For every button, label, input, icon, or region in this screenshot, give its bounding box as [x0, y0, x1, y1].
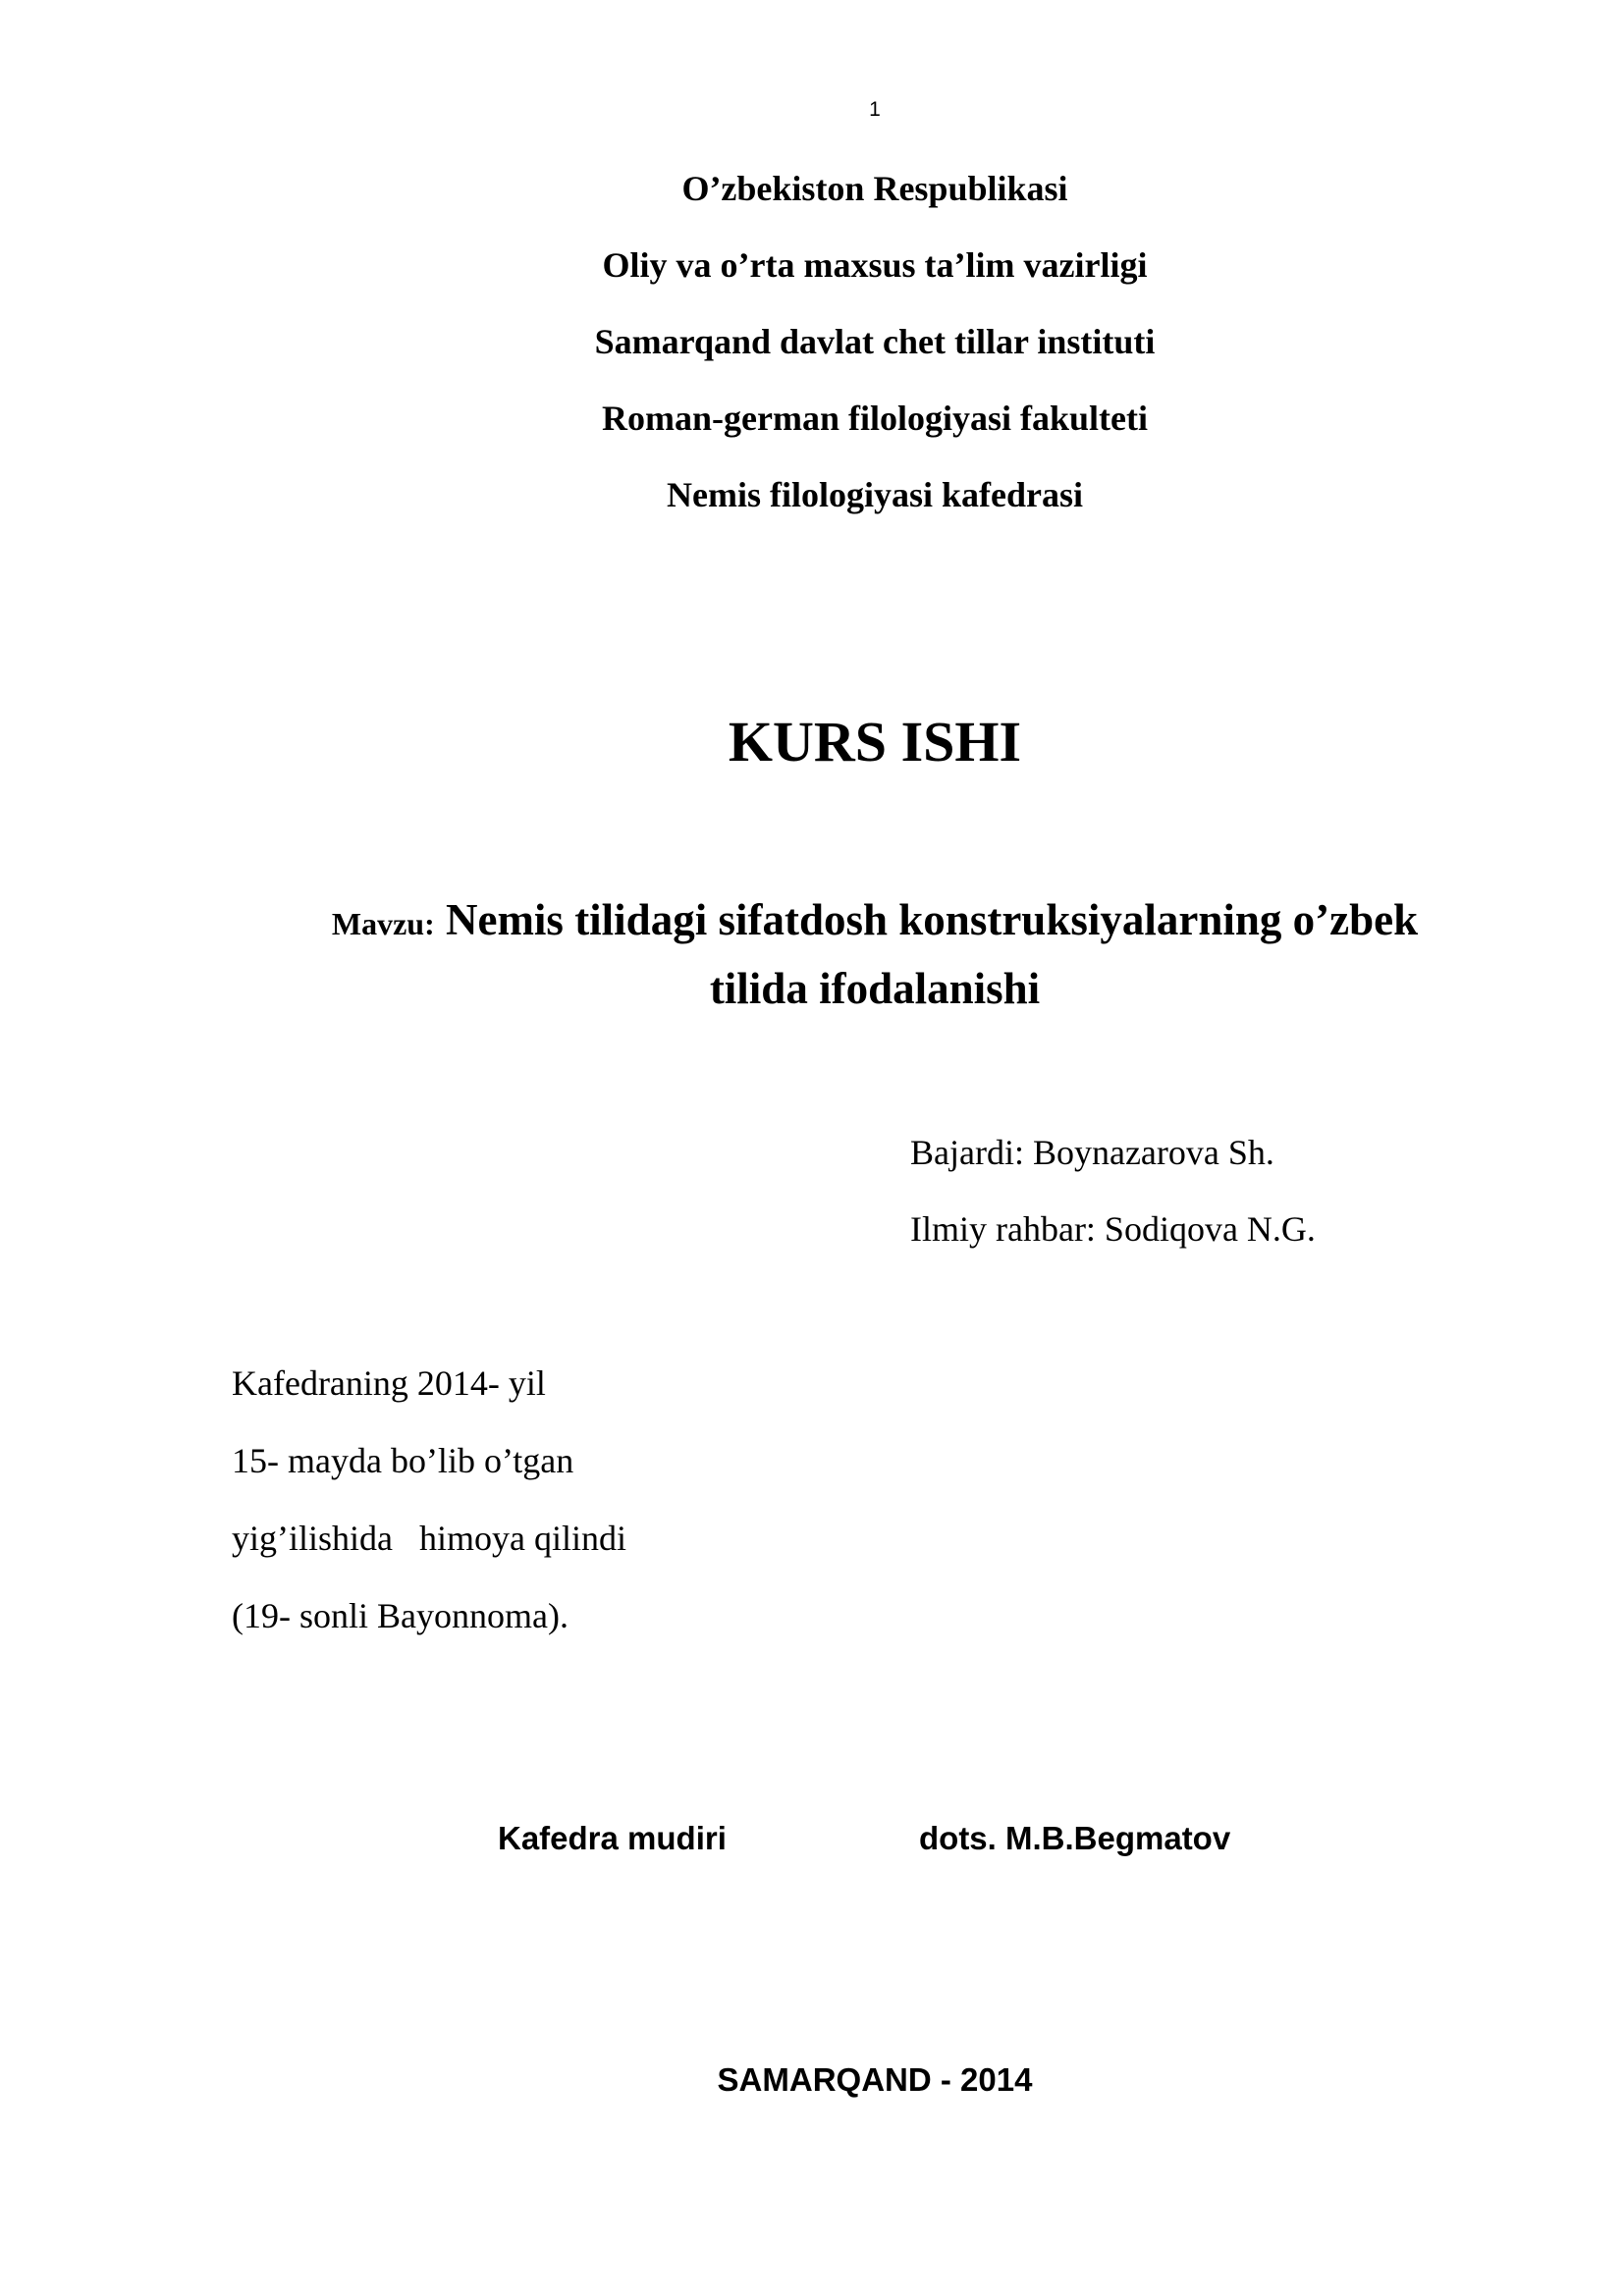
header-ministry: Oliy va o’rta maxsus ta’lim vazirligi — [602, 245, 1148, 285]
topic-title-line2: tilida ifodalanishi — [709, 964, 1041, 1013]
defense-line-3: yig’ilishida himoya qilindi — [232, 1519, 626, 1558]
defense-line-4: (19- sonli Bayonnoma). — [232, 1596, 568, 1635]
defense-note — [232, 1358, 626, 1668]
performer-line: Bajardi: Boynazarova Sh. — [910, 1133, 1274, 1172]
header-faculty: Roman-german filologiyasi fakulteti — [602, 399, 1148, 438]
supervisor-line: Ilmiy rahbar: Sodiqova N.G. — [910, 1209, 1316, 1249]
place-year-footer: SAMARQAND - 2014 — [717, 2061, 1033, 2098]
page-number: 1 — [869, 98, 881, 121]
authors-block — [910, 1127, 1316, 1280]
topic-title-line1: Nemis tilidagi sifatdosh konstruksiyalarning o’zbek — [445, 895, 1419, 944]
signature-role: Kafedra mudiri — [498, 1820, 727, 1856]
topic-block — [245, 887, 1504, 1021]
header-department: Nemis filologiyasi kafedrasi — [667, 475, 1083, 514]
header-institute: Samarqand davlat chet tillar instituti — [594, 322, 1156, 361]
defense-line-1: Kafedraning 2014- yil — [232, 1363, 546, 1403]
topic-label: Mavzu: — [331, 906, 435, 941]
topic-line-1 — [245, 887, 1504, 956]
header-country: O’zbekiston Respublikasi — [681, 169, 1068, 208]
signature-person: dots. M.B.Begmatov — [919, 1820, 1231, 1856]
defense-line-2: 15- mayda bo’lib o’tgan — [232, 1441, 574, 1480]
document-type-title: KURS ISHI — [728, 710, 1022, 774]
institution-header — [0, 163, 1624, 546]
